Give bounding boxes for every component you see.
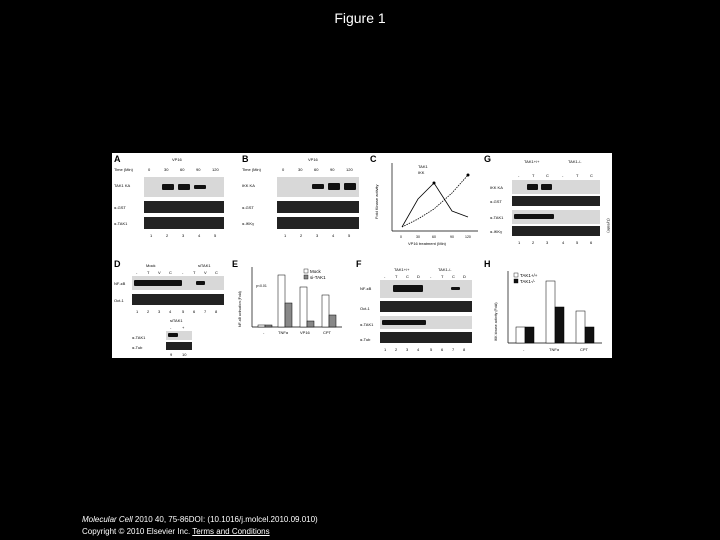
panel-g-row-3: α-TAK1 — [490, 215, 504, 220]
panel-f-row-1: NF-κB — [360, 286, 372, 291]
panel-e-cat-4: CPT — [323, 330, 331, 335]
panel-d-sub-treat-2: + — [182, 325, 185, 330]
panel-a-row-2: α-GST — [114, 205, 126, 210]
panel-g-lane-6: 6 — [590, 240, 593, 245]
panel-d-treat-5: - — [182, 270, 184, 275]
panel-d-lane-6: 6 — [193, 309, 196, 314]
panel-g-lane-5: 5 — [576, 240, 579, 245]
panel-f-letter: F — [356, 259, 362, 269]
panel-b-time-0: 0 — [282, 167, 285, 172]
blot-g-4 — [512, 226, 600, 236]
panel-d-lane-7: 7 — [204, 309, 207, 314]
panel-b-time-2: 60 — [314, 167, 319, 172]
panel-h-letter: H — [484, 259, 491, 269]
panel-a-letter: A — [114, 154, 121, 164]
bar-h-wt-3 — [576, 311, 585, 343]
panel-a-lane-5: 5 — [214, 233, 217, 238]
panel-d-treat-7: V — [204, 270, 207, 275]
panel-h-legend-swatch-1 — [514, 273, 518, 277]
panel-d-row-2: Oct-1 — [114, 298, 124, 303]
panel-g-treat-1: - — [518, 173, 520, 178]
panel-c-legend-2: IKK — [418, 170, 425, 175]
band — [451, 287, 460, 290]
panel-e-legend-1: Mock — [310, 269, 321, 274]
panel-c-xtick-4: 120 — [465, 235, 471, 239]
panel-a-time-label: Time (Min) — [114, 167, 133, 172]
panel-b-time-1: 30 — [298, 167, 303, 172]
blot-g-2 — [512, 196, 600, 206]
panel-h-legend-1: TAK1+/+ — [520, 273, 538, 278]
bar-e-mock-2 — [278, 275, 285, 327]
panel-h-plot — [490, 263, 608, 355]
band — [312, 184, 324, 189]
panel-b-lane-5: 5 — [348, 233, 351, 238]
panel-f-row-3: α-TAK1 — [360, 322, 374, 327]
panel-d-sub-lane-1: 9 — [170, 352, 173, 357]
panel-c-letter: C — [370, 154, 377, 164]
panel-g-lane-2: 2 — [532, 240, 535, 245]
panel-g-lane-4: 4 — [562, 240, 565, 245]
panel-a-row-1: TAK1 KA — [114, 183, 131, 188]
panel-f-treat-6: T — [441, 274, 444, 279]
panel-d-treat-4: C — [169, 270, 172, 275]
panel-d-lane-8: 8 — [215, 309, 218, 314]
panel-b-letter: B — [242, 154, 249, 164]
panel-f-treat-7: C — [452, 274, 455, 279]
panel-b-lane-1: 1 — [284, 233, 287, 238]
panel-f-lane-5: 5 — [430, 347, 433, 352]
band — [196, 281, 205, 285]
panel-f-group-2: TAK1-/- — [438, 267, 452, 272]
panel-b-header: VP16 — [308, 157, 318, 162]
panel-a-lane-2: 2 — [166, 233, 169, 238]
panel-e-pvalue: p<0.01 — [256, 284, 267, 288]
band — [541, 184, 552, 190]
band — [168, 333, 178, 337]
panel-g-side-label: (Lysate) — [606, 218, 612, 233]
panel-g-letter: G — [484, 154, 492, 164]
panel-g-lane-1: 1 — [518, 240, 521, 245]
panel-b-lane-2: 2 — [300, 233, 303, 238]
bar-h-ko-1 — [525, 327, 534, 343]
band — [162, 184, 174, 190]
panel-b-row-3: α-IKKγ — [242, 221, 255, 226]
panel-d-lane-3: 3 — [158, 309, 161, 314]
panel-d-lane-4: 4 — [169, 309, 172, 314]
panel-d-sub-lane-2: 10 — [182, 352, 187, 357]
panel-c-xtick-2: 60 — [432, 235, 436, 239]
panel-a-lane-1: 1 — [150, 233, 153, 238]
panel-h-cat-1: - — [523, 347, 525, 352]
blot-d-sub-2 — [166, 342, 192, 350]
bar-e-mock-3 — [300, 287, 307, 327]
panel-d-lane-5: 5 — [182, 309, 185, 314]
panel-e-legend-swatch-2 — [304, 275, 308, 279]
panel-d-letter: D — [114, 259, 121, 269]
bar-e-mock-4 — [322, 295, 329, 327]
bar-e-mock-1 — [258, 325, 265, 327]
panel-d-sub-row-1: α-TAK1 — [132, 335, 146, 340]
panel-f-row-4: α-Tub — [360, 337, 371, 342]
panel-g-lane-3: 3 — [546, 240, 549, 245]
panel-e-plot — [236, 261, 346, 337]
panel-c-xlabel: VP16 treatment (Min) — [408, 241, 447, 246]
panel-d-lane-1: 1 — [136, 309, 139, 314]
panel-c-xtick-0: 0 — [400, 235, 402, 239]
copyright-line — [82, 526, 318, 538]
copyright-text: Copyright © 2010 Elsevier Inc. — [82, 527, 191, 536]
panel-f-row-2: Oct-1 — [360, 306, 370, 311]
panel-a-time-4: 120 — [212, 167, 219, 172]
panel-f-lane-6: 6 — [441, 347, 444, 352]
panel-a-time-1: 30 — [164, 167, 169, 172]
panel-d-row-1: NF-κB — [114, 281, 126, 286]
panel-f-lane-2: 2 — [395, 347, 398, 352]
panel-f-treat-4: D — [417, 274, 420, 279]
band — [382, 320, 426, 325]
panel-b-row-1: IKK KA — [242, 183, 255, 188]
panel-d-group-1: Mock — [146, 263, 156, 268]
panel-a-lane-3: 3 — [182, 233, 185, 238]
panel-c-plot — [374, 159, 482, 249]
blot-g-1 — [512, 180, 600, 194]
panel-f-treat-5: - — [430, 274, 432, 279]
panel-c-point — [467, 174, 470, 177]
panel-g-treat-3: C — [546, 173, 549, 178]
panel-a-time-0: 0 — [148, 167, 151, 172]
panel-c-line-tak1 — [402, 183, 468, 227]
band — [178, 184, 190, 190]
panel-h-legend-2: TAK1-/- — [520, 279, 536, 284]
panel-g-row-2: α-GST — [490, 199, 502, 204]
panel-c-point — [433, 182, 436, 185]
panel-a-header: VP16 — [172, 157, 182, 162]
panel-g-treat-5: T — [576, 173, 579, 178]
panel-f-lane-8: 8 — [463, 347, 466, 352]
band — [328, 183, 340, 190]
panel-d-group-2: siTAK1 — [198, 263, 211, 268]
panel-f-lane-1: 1 — [384, 347, 387, 352]
blot-d-2 — [132, 294, 224, 305]
panel-f-treat-2: T — [395, 274, 398, 279]
panel-f-treat-3: C — [406, 274, 409, 279]
panel-g-treat-2: T — [532, 173, 535, 178]
blot-b-3 — [277, 217, 359, 229]
panel-f-lane-4: 4 — [417, 347, 420, 352]
panel-b-time-label: Time (Min) — [242, 167, 261, 172]
panel-a-time-2: 60 — [180, 167, 185, 172]
terms-link[interactable]: Terms and Conditions — [192, 527, 270, 536]
panel-d-treat-3: V — [158, 270, 161, 275]
bar-e-si-3 — [307, 321, 314, 327]
panel-d-sub-row-2: α-Tub — [132, 345, 143, 350]
panel-b-lane-3: 3 — [316, 233, 319, 238]
bar-h-wt-1 — [516, 327, 525, 343]
panel-b-lane-4: 4 — [332, 233, 335, 238]
panel-e-legend-2: si-TAK1 — [310, 275, 326, 280]
band — [134, 280, 182, 286]
panel-g-group-2: TAK1-/- — [568, 159, 582, 164]
panel-g-row-1: IKK KA — [490, 185, 503, 190]
panel-e-legend-swatch-1 — [304, 269, 308, 273]
blot-a-2 — [144, 201, 224, 213]
panel-e-cat-1: - — [263, 330, 265, 335]
panel-a-time-3: 90 — [196, 167, 201, 172]
bar-e-si-4 — [329, 315, 336, 327]
panel-d-treat-6: T — [193, 270, 196, 275]
panel-c-legend-1: TAK1 — [418, 164, 428, 169]
panel-h-cat-3: CPT — [580, 347, 588, 352]
panel-g-row-4: α-IKKγ — [490, 229, 503, 234]
panel-d-lane-2: 2 — [147, 309, 150, 314]
panel-d-treat-2: T — [147, 270, 150, 275]
band — [194, 185, 206, 189]
footer — [82, 514, 318, 538]
panel-a-lane-4: 4 — [198, 233, 201, 238]
journal-name: Molecular Cell — [82, 515, 133, 524]
panel-d-treat-1: - — [136, 270, 138, 275]
band — [393, 285, 423, 292]
panel-f-lane-7: 7 — [452, 347, 455, 352]
panel-e-cat-2: TNFα — [278, 330, 289, 335]
panel-c-xtick-3: 90 — [450, 235, 454, 239]
panel-e-cat-3: VP16 — [300, 330, 310, 335]
panel-c-xtick-1: 30 — [416, 235, 420, 239]
band — [344, 183, 356, 190]
panel-h-legend-swatch-2 — [514, 279, 518, 283]
panel-h-cat-2: TNFα — [549, 347, 560, 352]
band — [527, 184, 538, 190]
panel-b-row-2: α-GST — [242, 205, 254, 210]
panel-d-sub-header: siTAK1 — [170, 318, 183, 323]
blot-f-4 — [380, 332, 472, 343]
panel-b-time-3: 90 — [330, 167, 335, 172]
panel-f-group-1: TAK1+/+ — [394, 267, 410, 272]
blot-a-3 — [144, 217, 224, 229]
panel-g-treat-6: C — [590, 173, 593, 178]
panel-e-ylabel: NF-κB activation (Fold) — [238, 291, 242, 327]
citation-line — [82, 514, 318, 526]
band — [514, 214, 554, 219]
blot-f-2 — [380, 301, 472, 312]
bar-h-ko-3 — [585, 327, 594, 343]
citation-text: 2010 40, 75-86DOI: (10.1016/j.molcel.2010.09.010) — [132, 515, 318, 524]
panel-d-treat-8: C — [215, 270, 218, 275]
figure-image — [112, 153, 612, 358]
panel-g-group-1: TAK1+/+ — [524, 159, 540, 164]
bar-e-si-2 — [285, 303, 292, 327]
bar-h-ko-2 — [555, 307, 564, 343]
panel-h-ylabel: IKK kinase activity (Fold) — [494, 302, 498, 341]
panel-a-row-3: α-TAK1 — [114, 221, 128, 226]
blot-b-2 — [277, 201, 359, 213]
panel-d-sub-treat-1: - — [170, 325, 172, 330]
panel-f-lane-3: 3 — [406, 347, 409, 352]
bar-h-wt-2 — [546, 281, 555, 343]
panel-c-ylabel: Fold Kinase activity — [374, 184, 379, 219]
panel-f-treat-8: D — [463, 274, 466, 279]
panel-g-treat-4: - — [562, 173, 564, 178]
bar-e-si-1 — [265, 325, 272, 327]
panel-f-treat-1: - — [384, 274, 386, 279]
page-title: Figure 1 — [334, 10, 386, 26]
panel-b-time-4: 120 — [346, 167, 353, 172]
panel-e-letter: E — [232, 259, 239, 269]
